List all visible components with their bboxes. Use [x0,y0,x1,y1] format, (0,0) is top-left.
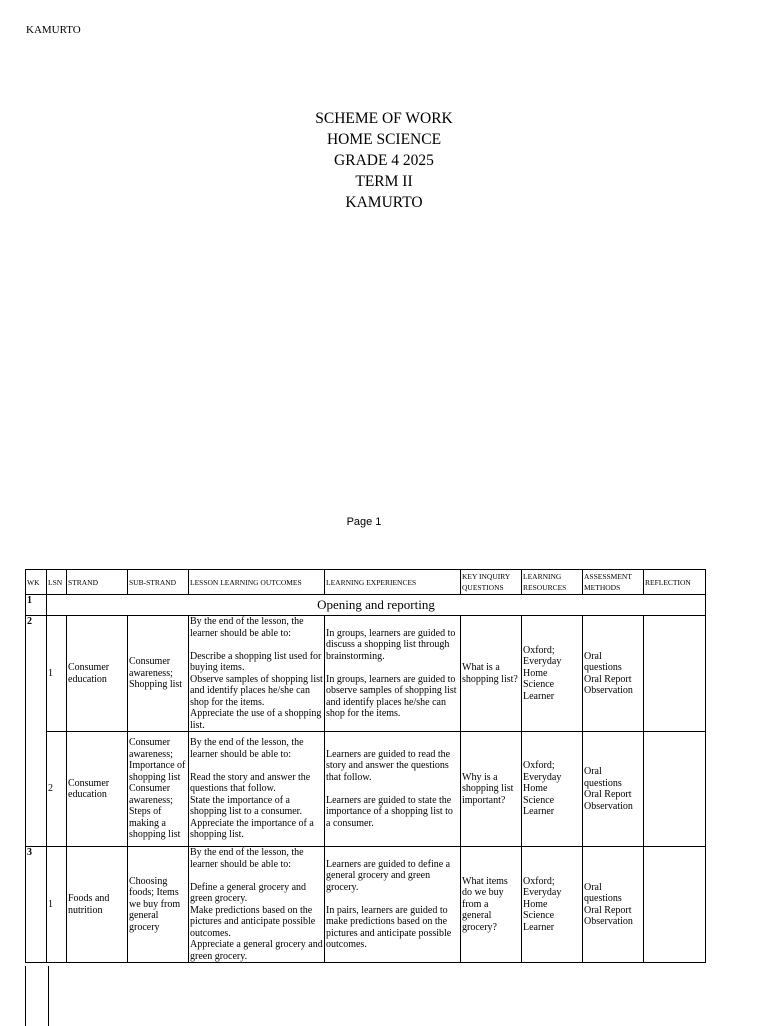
lesson-number: 2 [47,732,67,847]
assessment-item: Observation [584,685,633,696]
outcomes-intro: By the end of the lesson, the learner should be able to: [190,616,304,639]
document-title [0,108,768,213]
document-header-label: KAMURTO [26,24,81,36]
outcomes-intro: By the end of the lesson, the learner should be able to: [190,737,304,760]
resources-cell: Oxford; Everyday Home Science Learner [522,732,583,847]
sub-strand-cell: Consumer awareness; Shopping list [128,616,189,732]
sub-strand-cell: Consumer awareness; Importance of shopping list Consumer awareness; Steps of making a shopping list [128,732,189,847]
outcome-item: Make predictions based on the pictures and anticipate possible outcomes. [190,904,316,939]
col-header-assessment: ASSESSMENT METHODS [583,570,644,595]
outcomes-intro: By the end of the lesson, the learner should be able to: [190,847,304,870]
table-row [26,616,706,732]
table-row [26,732,706,847]
outcome-item: Observe samples of shopping list and identify places he/she can shop for the items. [190,673,323,708]
week-number: 1 [26,595,47,616]
col-header-experiences: LEARNING EXPERIENCES [325,570,461,595]
experience-item: In groups, learners are guided to discuss a shopping list through brainstorming. [326,627,456,662]
reflection-cell [644,847,706,963]
experience-item: In pairs, learners are guided to make predictions based on the pictures and anticipate possible outcomes. [326,904,452,950]
experience-item: Learners are guided to state the importance of a shopping list to a consumer. [326,794,453,829]
assessment-cell [583,732,644,847]
col-header-resources: LEARNING RESOURCES [522,570,583,595]
resources-cell: Oxford; Everyday Home Science Learner [522,847,583,963]
col-header-lsn: LSN [47,570,67,595]
question-cell: What items do we buy from a general grocery? [461,847,522,963]
assessment-item: Oral questions [584,650,622,673]
title-line-5: KAMURTO [345,194,423,211]
col-header-sub-strand: SUB-STRAND [128,570,189,595]
reflection-cell [644,732,706,847]
scheme-table [25,569,706,963]
lesson-number: 1 [47,847,67,963]
outcome-item: State the importance of a shopping list to a consumer. [190,794,302,818]
outcomes-cell [189,847,325,963]
outcome-item: Appreciate the use of a shopping list. [190,708,322,731]
experience-item: Learners are guided to read the story and answer the questions that follow. [326,748,451,783]
reflection-cell [644,616,706,732]
assessment-item: Oral questions [584,881,622,904]
col-header-reflection: REFLECTION [644,570,706,595]
question-cell: Why is a shopping list important? [461,732,522,847]
experiences-cell [325,847,461,963]
title-line-1: SCHEME OF WORK [315,110,453,127]
sub-strand-cell: Choosing foods; Items we buy from general grocery [128,847,189,963]
assessment-item: Oral Report [584,673,632,685]
lesson-number: 1 [47,616,67,732]
experiences-cell [325,616,461,732]
title-line-3: GRADE 4 2025 [334,152,434,169]
outcome-item: Appreciate a general grocery and green grocery. [190,939,323,962]
assessment-item: Oral Report [584,904,632,916]
outcomes-cell [189,616,325,732]
title-line-4: TERM II [355,173,413,190]
strand-cell: Consumer education [67,732,128,847]
assessment-item: Observation [584,916,633,927]
page-number: Page 1 [346,516,382,528]
assessment-cell [583,847,644,963]
outcomes-cell [189,732,325,847]
assessment-item: Oral Report [584,789,632,800]
col-header-wk: WK [26,570,47,595]
assessment-item: Oral questions [584,766,622,789]
assessment-item: Observation [584,800,633,812]
week-number: 3 [26,847,47,963]
experiences-cell [325,732,461,847]
opening-text: Opening and reporting [47,595,706,616]
col-header-outcomes: LESSON LEARNING OUTCOMES [189,570,325,595]
col-header-questions: KEY INQUIRY QUESTIONS [461,570,522,595]
question-cell: What is a shopping list? [461,616,522,732]
col-header-strand: STRAND [67,570,128,595]
table-row-opening [26,595,706,616]
strand-cell: Consumer education [67,616,128,732]
week-number: 2 [26,616,47,847]
outcome-item: Read the story and answer the questions that follow. [190,771,311,795]
resources-cell: Oxford; Everyday Home Science Learner [522,616,583,732]
table-header-row [26,570,706,595]
experience-item: In groups, learners are guided to observe samples of shopping list and identify places he/she can shop for the items. [326,673,457,719]
week-column-continuation [25,966,49,1026]
outcome-item: Define a general grocery and green grocery. [190,881,307,904]
assessment-cell [583,616,644,732]
table-row [26,847,706,963]
outcome-item: Describe a shopping list used for buying items. [190,650,322,673]
outcome-item: Appreciate the importance of a shopping list. [190,817,314,841]
strand-cell: Foods and nutrition [67,847,128,963]
title-line-2: HOME SCIENCE [326,131,442,148]
experience-item: Learners are guided to define a general grocery and green grocery. [326,858,451,893]
